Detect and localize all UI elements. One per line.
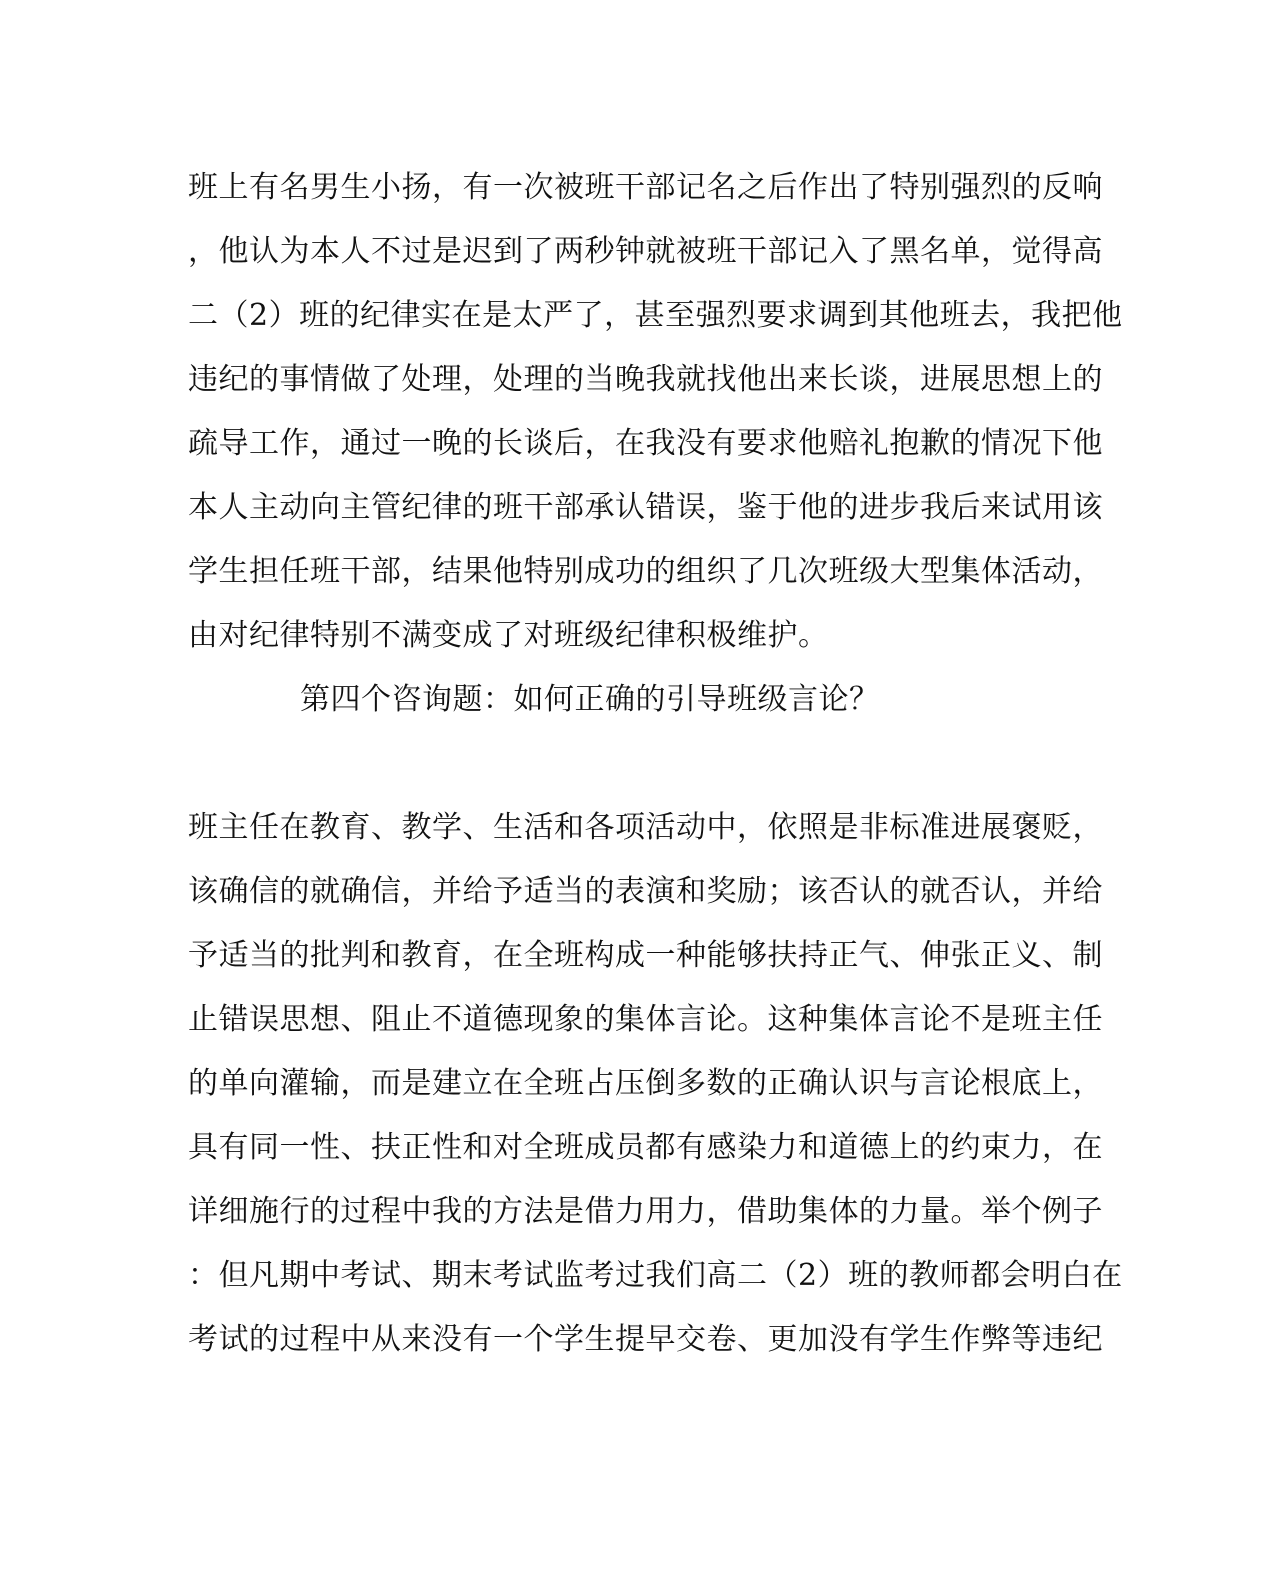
paragraph-2-line-8: ：但凡期中考试、期末考试监考过我们高二（2）班的教师都会明白在	[188, 1258, 1123, 1293]
paragraph-2-line-6: 具有同一性、扶正性和对全班成员都有感染力和道德上的约束力，在	[188, 1130, 1103, 1165]
paragraph-2-line-1: 班主任在教育、教学、生活和各项活动中，依照是非标准进展褒贬，	[188, 810, 1103, 845]
paragraph-1-line-5: 疏导工作，通过一晚的长谈后，在我没有要求他赔礼抱歉的情况下他	[188, 426, 1103, 461]
section-heading: 第四个咨询题：如何正确的引导班级言论？	[300, 682, 880, 717]
paragraph-1-line-2: ，他认为本人不过是迟到了两秒钟就被班干部记入了黑名单，觉得高	[188, 234, 1103, 269]
paragraph-1-line-7: 学生担任班干部，结果他特别成功的组织了几次班级大型集体活动，	[188, 554, 1103, 589]
paragraph-2-line-5: 的单向灌输，而是建立在全班占压倒多数的正确认识与言论根底上，	[188, 1066, 1103, 1101]
paragraph-2-line-4: 止错误思想、阻止不道德现象的集体言论。这种集体言论不是班主任	[188, 1002, 1103, 1037]
paragraph-2-line-2: 该确信的就确信，并给予适当的表演和奖励；该否认的就否认，并给	[188, 874, 1103, 909]
paragraph-2-line-3: 予适当的批判和教育，在全班构成一种能够扶持正气、伸张正义、制	[188, 938, 1103, 973]
paragraph-2-line-9: 考试的过程中从来没有一个学生提早交卷、更加没有学生作弊等违纪	[188, 1322, 1103, 1357]
paragraph-1-line-8: 由对纪律特别不满变成了对班级纪律积极维护。	[188, 618, 829, 653]
paragraph-1-line-4: 违纪的事情做了处理，处理的当晚我就找他出来长谈，进展思想上的	[188, 362, 1103, 397]
paragraph-1-line-3: 二（2）班的纪律实在是太严了，甚至强烈要求调到其他班去，我把他	[188, 298, 1123, 333]
paragraph-1-line-1: 班上有名男生小扬，有一次被班干部记名之后作出了特别强烈的反响	[188, 170, 1103, 205]
paragraph-1-line-6: 本人主动向主管纪律的班干部承认错误，鉴于他的进步我后来试用该	[188, 490, 1103, 525]
paragraph-2-line-7: 详细施行的过程中我的方法是借力用力，借助集体的力量。举个例子	[188, 1194, 1103, 1229]
